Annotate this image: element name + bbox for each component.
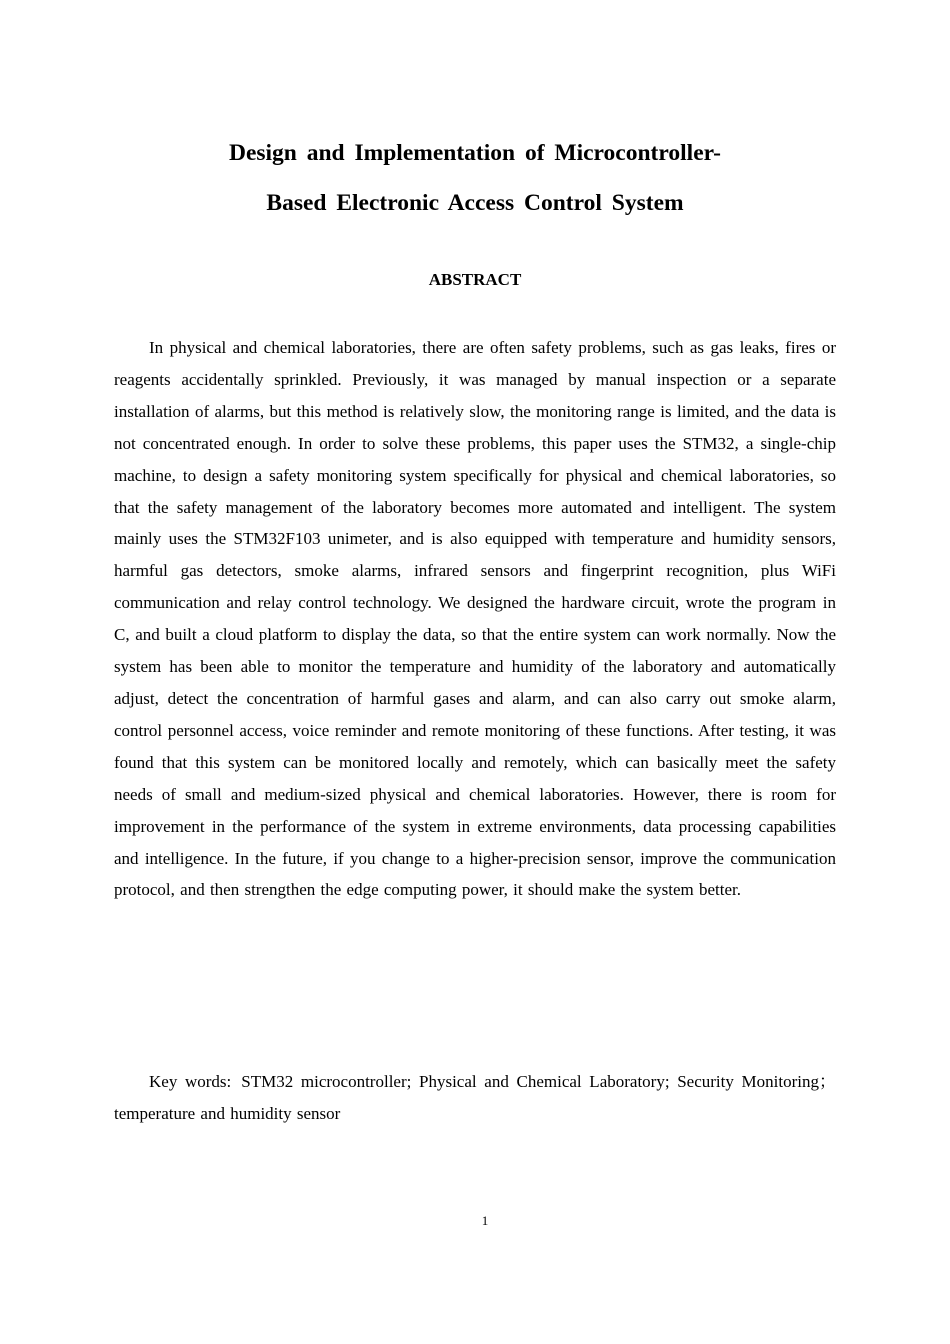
keywords-label: Key words: [149, 1072, 232, 1091]
keywords-paragraph [114, 1066, 836, 1130]
abstract-paragraph: In physical and chemical laboratories, there are often safety problems, such as gas leaks, fires or reagents accidentally sprinkled. Previously, it was managed by manual inspection or a separate installation of alarms, but this method is relatively slow, the monitoring range is limited, and the data is not concentrated enough. In order to solve these problems, this paper uses the STM32, a single-chip machine, to design a safety monitoring system specifically for physical and chemical laboratories, so that the safety management of the laboratory becomes more automated and intelligent. The system mainly uses the STM32F103 unimeter, and is also equipped with temperature and humidity sensors, harmful gas detectors, smoke alarms, infrared sensors and fingerprint recognition, plus WiFi communication and relay control technology. We designed the hardware circuit, wrote the program in C, and built a cloud platform to display the data, so that the entire system can work normally. Now the system has been able to monitor the temperature and humidity of the laboratory and automatically adjust, detect the concentration of harmful gases and alarm, and can also carry out smoke alarm, control personnel access, voice reminder and remote monitoring of these functions. After testing, it was found that this system can be monitored locally and remotely, which can basically meet the safety needs of small and medium-sized physical and chemical laboratories. However, there is room for improvement in the performance of the system in extreme environments, data processing capabilities and intelligence. In the future, if you change to a higher-precision sensor, improve the communication protocol, and then strengthen the edge computing power, it should make the system better. [114, 338, 836, 900]
paper-title [114, 128, 836, 228]
page-number: 1 [481, 1213, 489, 1228]
paper-title-line-1: Design and Implementation of Microcontroller- [228, 140, 722, 166]
paper-title-line-2: Based Electronic Access Control System [266, 190, 684, 216]
abstract-heading: ABSTRACT [428, 270, 522, 289]
keywords-text: STM32 microcontroller; Physical and Chemical Laboratory; Security Monitoring；temperature and humidity sensor [114, 1072, 836, 1123]
